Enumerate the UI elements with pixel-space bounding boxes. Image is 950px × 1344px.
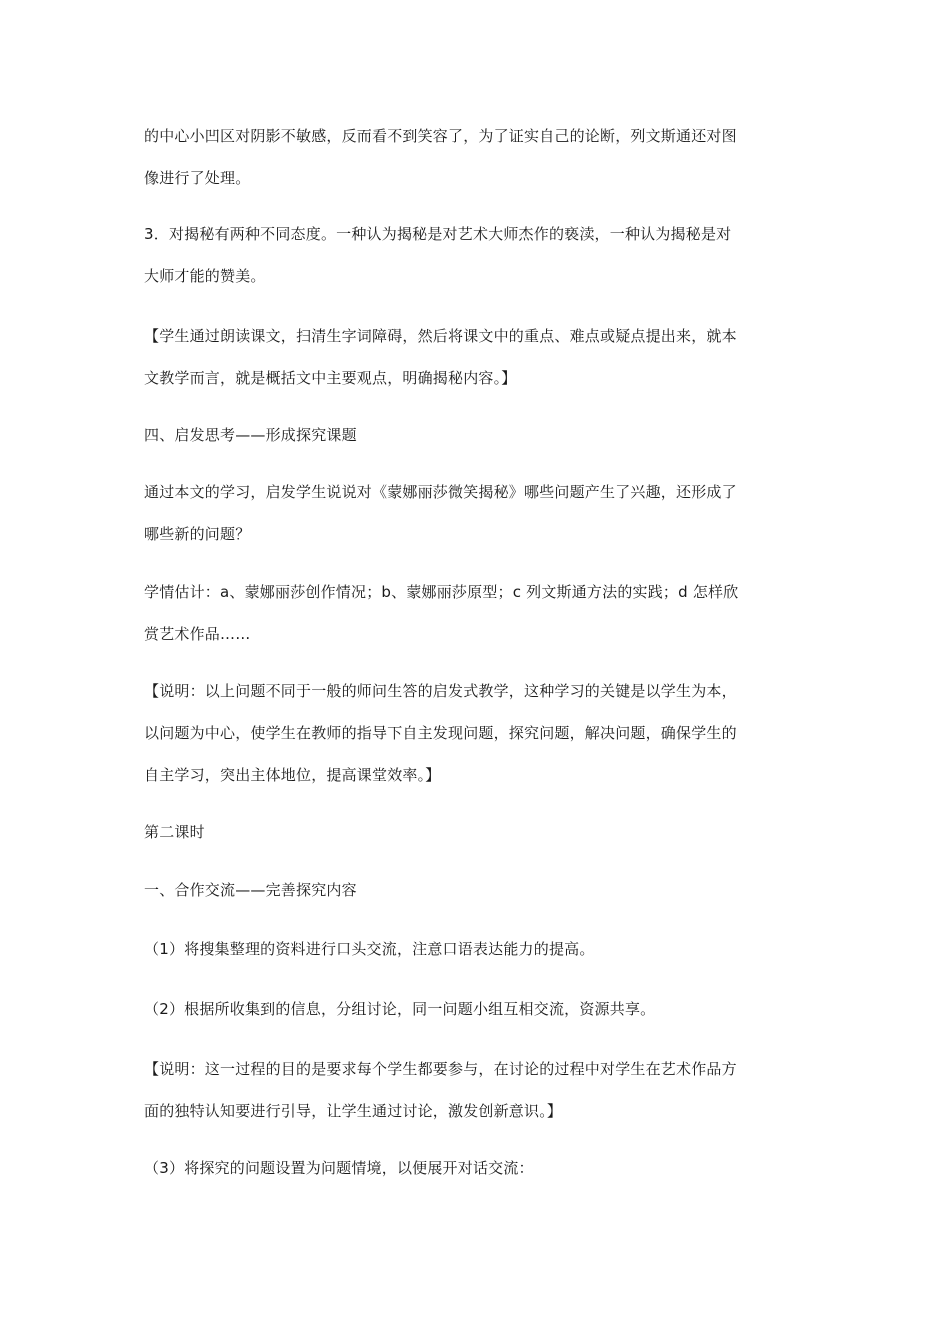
paragraph-student-reading-note xyxy=(144,315,806,399)
text-line: 学情估计：a、蒙娜丽莎创作情况；b、蒙娜丽莎原型；c 列文斯通方法的实践；d 怎样欣 xyxy=(144,583,739,601)
section-heading-second-lesson: 第二课时 xyxy=(144,823,205,841)
text-line: 的中心小凹区对阴影不敏感，反而看不到笑容了，为了证实自己的论断，列文斯通还对图 xyxy=(144,127,737,145)
text-line: 【说明：这一过程的目的是要求每个学生都要参与，在讨论的过程中对学生在艺术作品方 xyxy=(144,1060,737,1078)
text-line: 通过本文的学习，启发学生说说对《蒙娜丽莎微笑揭秘》哪些问题产生了兴趣，还形成了 xyxy=(144,483,737,501)
text-line: 像进行了处理。 xyxy=(144,169,251,187)
list-item-group-discussion: （2）根据所收集到的信息，分组讨论，同一问题小组互相交流，资源共享。 xyxy=(144,1000,656,1018)
text-line: 赏艺术作品…… xyxy=(144,625,251,643)
paragraph-inspire-questions xyxy=(144,471,806,555)
paragraph-explanation-student-centered xyxy=(144,670,806,796)
section-heading-cooperative-exchange: 一、合作交流——完善探究内容 xyxy=(144,881,357,899)
text-line: 以问题为中心，使学生在教师的指导下自主发现问题，探究问题，解决问题，确保学生的 xyxy=(144,724,737,742)
text-line: 自主学习，突出主体地位，提高课堂效率。】 xyxy=(144,766,441,784)
text-line: 【学生通过朗读课文，扫清生字词障碍，然后将课文中的重点、难点或疑点提出来，就本 xyxy=(144,327,737,345)
text-line: 哪些新的问题？ xyxy=(144,525,251,543)
text-line: 面的独特认知要进行引导，让学生通过讨论，激发创新意识。】 xyxy=(144,1102,563,1120)
paragraph-smile-analysis xyxy=(144,115,806,199)
paragraph-learning-estimate xyxy=(144,571,806,655)
list-item-oral-exchange: （1）将搜集整理的资料进行口头交流，注意口语表达能力的提高。 xyxy=(144,940,595,958)
text-line: 3．对揭秘有两种不同态度。一种认为揭秘是对艺术大师杰作的亵渎，一种认为揭秘是对 xyxy=(144,225,732,243)
text-line: 文教学而言，就是概括文中主要观点，明确揭秘内容。】 xyxy=(144,369,517,387)
text-line: 大师才能的赞美。 xyxy=(144,267,266,285)
paragraph-explanation-participation xyxy=(144,1048,806,1132)
list-item-problem-situation: （3）将探究的问题设置为问题情境，以便展开对话交流： xyxy=(144,1159,534,1177)
section-heading-inspire-thinking: 四、启发思考——形成探究课题 xyxy=(144,426,357,444)
paragraph-two-attitudes xyxy=(144,213,806,297)
text-line: 【说明：以上问题不同于一般的师问生答的启发式教学，这种学习的关键是以学生为本， xyxy=(144,682,737,700)
